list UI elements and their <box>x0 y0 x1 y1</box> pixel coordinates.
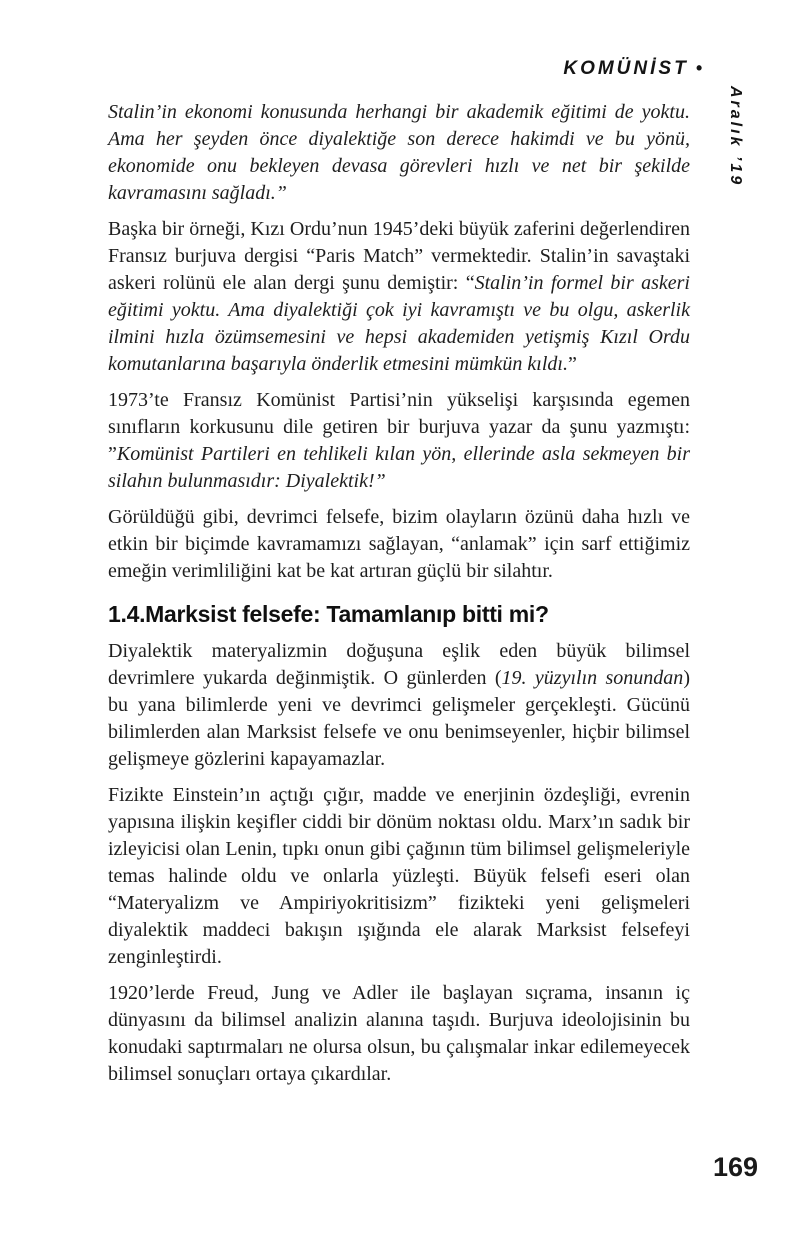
text-segment: Komünist Partileri en tehlikeli kılan yön, ellerinde asla sekmeyen bir silahın bulunmasıdır: Diyalektik!” <box>108 443 690 492</box>
section-heading: 1.4.Marksist felsefe: Tamamlanıp bitti mi? <box>108 601 549 627</box>
text-segment: 1973’te Fransız Komünist Partisi’nin yükselişi karşısında egemen sınıfların korkusunu dile getiren bir burjuva yazar da şunu yazmıştı: ” <box>108 389 690 465</box>
text-segment: 1920’lerde Freud, Jung ve Adler ile başlayan sıçrama, insanın iç dünyasını da bilimsel analizin alanına taşıdı. Burjuva ideolojisinin bu konudaki saptırmaları ne olursa olsun, bu çalışmalar inkar edilemeyecek bilimsel sonuçları ortaya çıkardılar. <box>108 982 690 1085</box>
text-segment: ” <box>567 353 577 375</box>
text-segment: Stalin’in formel bir askeri eğitimi yoktu. Ama diyalektiği çok iyi kavramıştı ve bu olgu, askerlik ilmini hızla özümsemesini ve hepsi akademiden yetişmiş Kızıl Ordu komutanlarına başarıyla önderlik etmesini mümkün kıldı. <box>108 272 690 375</box>
text-column <box>108 99 690 1097</box>
text-segment: Stalin’in ekonomi konusunda herhangi bir akademik eğitimi de yoktu. Ama her şeyden önce diyalektiğe son derece hakimdi ve bu yönü, ekonomide onu bekleyen devasa görevleri hızlı ve net bir şekilde kavramasını sağladı.” <box>108 101 690 204</box>
text-segment: Görüldüğü gibi, devrimci felsefe, bizim olayların özünü daha hızlı ve etkin bir biçimde kavramamızı sağlayan, “anlamak” için sarf ettiğimiz emeğin verimliliğini kat be kat artıran güçlü bir silahtır. <box>108 506 690 582</box>
paragraph-paris-match <box>108 216 690 378</box>
magazine-title: KOMÜNİST <box>563 58 689 79</box>
paragraph-quote-stalin-economy <box>108 99 690 207</box>
paragraph-revolutionary-philosophy <box>108 504 690 585</box>
paragraph-1973-quote <box>108 387 690 495</box>
paragraph-freud-jung-adler <box>108 980 690 1088</box>
page-number: 169 <box>712 1152 758 1182</box>
text-segment: Diyalektik materyalizmin doğuşuna eşlik eden büyük bilimsel devrimlere yukarda değinmiştik. O günlerden ( <box>108 640 690 689</box>
paragraph-einstein-lenin <box>108 782 690 971</box>
text-segment: 19. yüzyılın sonundan <box>501 667 684 689</box>
header-bullet: • <box>695 58 702 78</box>
issue-date-label: Aralık ’19 <box>727 86 744 188</box>
running-header <box>563 58 702 80</box>
paragraph-dialectic-materialism <box>108 638 690 773</box>
text-segment: ) bu yana bilimlerde yeni ve devrimci gelişmeler gerçekleşti. Gücünü bilimlerden alan Marksist felsefe ve onu benimseyenler, hiçbir bilimsel gelişmeye gözlerini kapayamazlar. <box>108 667 690 770</box>
text-segment: Fizikte Einstein’ın açtığı çığır, madde ve enerjinin özdeşliği, evrenin yapısına ilişkin keşifler ciddi bir dönüm noktası oldu. Marx’ın sadık bir izleyicisi olan Lenin, tıpkı onun gibi çağının tüm bilimsel gelişmeleriyle temas halinde oldu ve onlarla yüzleşti. Büyük felsefi eseri olan “Materyalizm ve Ampiriyokritisizm” fizikteki yeni gelişmeleri diyalektik maddeci bakışın ışığında ele alarak Marksist felsefeyi zenginleştirdi. <box>108 784 690 968</box>
text-segment: Başka bir örneği, Kızı Ordu’nun 1945’deki büyük zaferini değerlendiren Fransız burjuva dergisi “Paris Match” vermektedir. Stalin’in savaştaki askeri rolünü ele alan dergi şunu demiştir: “ <box>108 218 690 294</box>
